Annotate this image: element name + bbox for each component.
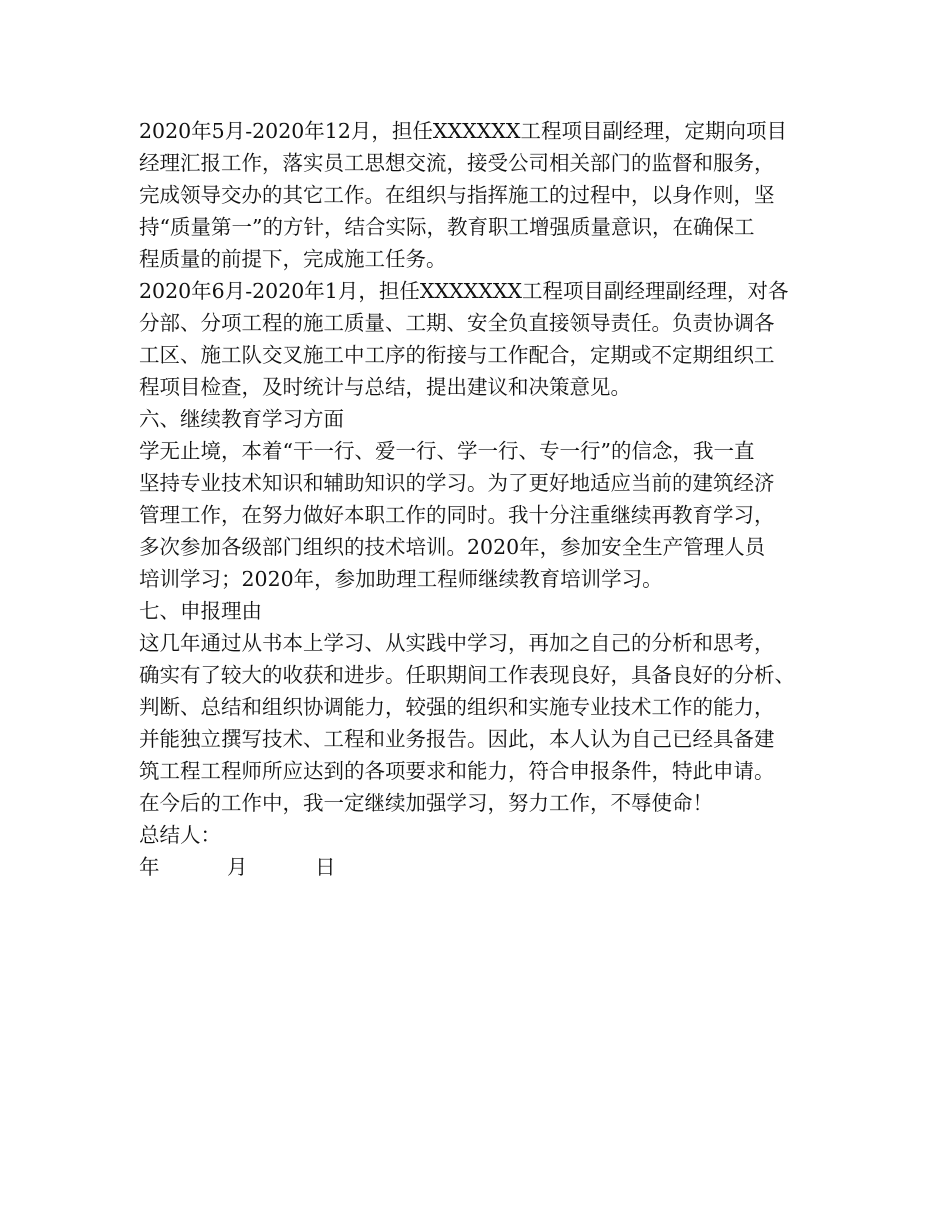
text-line: 培训学习；2020年，参加助理工程师继续教育培训学习。: [139, 567, 663, 591]
text-line: 多次参加各级部门组织的技术培训。2020年，参加安全生产管理人员: [139, 535, 766, 559]
text-line: 程质量的前提下，完成施工任务。: [139, 247, 447, 271]
paragraph-work-experience-1: [139, 115, 819, 275]
text-line: 经理汇报工作，落实员工思想交流，接受公司相关部门的监督和服务，: [139, 151, 775, 175]
text-line: 2020年6月-2020年1月，担任XXXXXXX工程项目副经理副经理，对各: [139, 279, 789, 303]
section-heading-continuing-education: 六、继续教育学习方面: [139, 407, 344, 431]
text-line: 坚持专业技术知识和辅助知识的学习。为了更好地适应当前的建筑经济: [139, 471, 775, 495]
signature-label: 总结人：: [139, 823, 221, 847]
date-day-label: 日: [315, 855, 336, 879]
date-month-label: 月: [227, 855, 248, 879]
text-line: 并能独立撰写技术、工程和业务报告。因此，本人认为自己已经具备建: [139, 727, 775, 751]
date-line: [139, 851, 819, 883]
section-heading-application-reason: 七、申报理由: [139, 599, 262, 623]
text-line: 学无止境，本着“干一行、爱一行、学一行、专一行”的信念，我一直: [139, 439, 755, 463]
text-line: 完成领导交办的其它工作。在组织与指挥施工的过程中，以身作则，坚: [139, 183, 775, 207]
paragraph-work-experience-2: [139, 275, 819, 403]
text-line: 确实有了较大的收获和进步。任职期间工作表现良好，具备良好的分析、: [139, 663, 795, 687]
text-line: 判断、总结和组织协调能力，较强的组织和实施专业技术工作的能力，: [139, 695, 775, 719]
text-line: 程项目检查，及时统计与总结，提出建议和决策意见。: [139, 375, 631, 399]
text-line: 在今后的工作中，我一定继续加强学习，努力工作，不辱使命！: [139, 791, 713, 815]
text-line: 筑工程工程师所应达到的各项要求和能力，符合申报条件，特此申请。: [139, 759, 775, 783]
text-line: 这几年通过从书本上学习、从实践中学习，再加之自己的分析和思考，: [139, 631, 775, 655]
text-line: 持“质量第一”的方针，结合实际，教育职工增强质量意识，在确保工: [139, 215, 755, 239]
paragraph-continuing-education: [139, 435, 819, 595]
text-line: 2020年5月-2020年12月，担任XXXXXX工程项目副经理，定期向项目: [139, 119, 787, 143]
text-line: 管理工作，在努力做好本职工作的同时。我十分注重继续再教育学习，: [139, 503, 775, 527]
paragraph-application-reason: [139, 627, 819, 819]
text-line: 工区、施工队交叉施工中工序的衔接与工作配合，定期或不定期组织工: [139, 343, 775, 367]
text-line: 分部、分项工程的施工质量、工期、安全负直接领导责任。负责协调各: [139, 311, 775, 335]
date-year-label: 年: [139, 855, 160, 879]
document-body: [139, 115, 819, 883]
